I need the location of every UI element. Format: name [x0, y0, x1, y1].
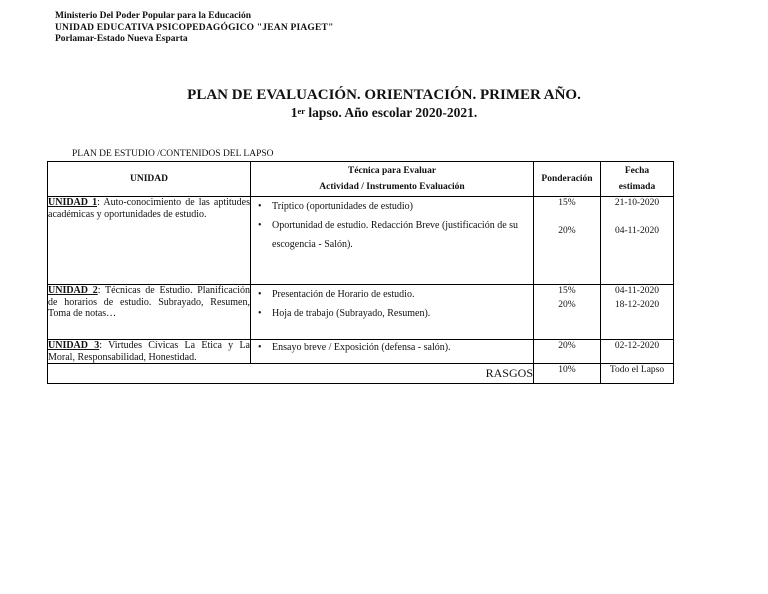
- unit-label: UNIDAD 1: [48, 197, 98, 208]
- date-value: 18-12-2020: [614, 300, 660, 310]
- unit-text: : Auto-conocimiento de las aptitudes académicas y oportunidades de estudio.: [48, 197, 251, 220]
- activities-cell: [251, 340, 534, 364]
- lapso-rest: lapso. Año escolar 2020-2021.: [305, 105, 478, 120]
- school-location: Porlamar-Estado Nueva Esparta: [55, 34, 188, 44]
- unit-label: UNIDAD 3: [48, 340, 100, 351]
- header-fecha: [601, 162, 674, 197]
- header-unidad: UNIDAD: [48, 162, 251, 197]
- activity-text: Hoja de trabajo (Subrayado, Resumen).: [272, 308, 431, 319]
- weight-cell: [534, 197, 601, 285]
- rasgos-row: [48, 364, 674, 384]
- weight-cell: [534, 340, 601, 364]
- header-ponderacion: Ponderación: [534, 162, 601, 197]
- list-item: • Oportunidad de estudio. Redacción Breve (justificación de su escogencia - Salón).: [258, 220, 519, 250]
- date-value: Todo el Lapso: [609, 365, 665, 375]
- weight-value: 15%: [558, 198, 576, 208]
- header-tecnica-line1: Técnica para Evaluar: [347, 166, 437, 176]
- unit-cell: [48, 285, 251, 340]
- date-value: 04-11-2020: [615, 226, 659, 236]
- header-tecnica-line2: Actividad / Instrumento Evaluación: [319, 182, 465, 192]
- table-row: [48, 197, 674, 285]
- weight-value: 20%: [558, 341, 576, 351]
- list-item: • Presentación de Horario de estudio.: [258, 289, 415, 300]
- ministry-name: Ministerio Del Poder Popular para la Educación: [55, 11, 251, 21]
- activities-cell: [251, 285, 534, 340]
- list-item: • Hoja de trabajo (Subrayado, Resumen).: [258, 308, 431, 319]
- weight-value: 10%: [558, 365, 576, 375]
- date-value: 02-12-2020: [614, 341, 660, 351]
- unit-text: : Virtudes Cívicas La Etica y La Moral, Responsabilidad, Honestidad.: [48, 340, 250, 363]
- table-header-row: [48, 162, 674, 197]
- date-value: 21-10-2020: [614, 198, 660, 208]
- title-block: [0, 86, 768, 122]
- lapso-number: 1: [290, 105, 298, 120]
- weight-cell: [534, 285, 601, 340]
- document-header: [55, 11, 334, 46]
- header-tecnica: [251, 162, 534, 197]
- lapso-ordinal: er: [297, 106, 306, 116]
- rasgos-label: RASGOS: [48, 364, 534, 384]
- activity-text: Ensayo breve / Exposición (defensa - salón).: [272, 342, 451, 353]
- unit-cell: [48, 197, 251, 285]
- list-item: • Tríptico (oportunidades de estudio): [258, 201, 414, 212]
- table-row: [48, 285, 674, 340]
- date-cell: [601, 340, 674, 364]
- table-row: [48, 340, 674, 364]
- page-title: PLAN DE EVALUACIÓN. ORIENTACIÓN. PRIMER AÑO.: [187, 87, 581, 103]
- activity-text: Presentación de Horario de estudio.: [272, 289, 415, 300]
- weight-value: 20%: [558, 300, 576, 310]
- unit-cell: [48, 340, 251, 364]
- rasgos-weight: [534, 364, 601, 384]
- list-item: • Ensayo breve / Exposición (defensa - salón).: [258, 342, 451, 353]
- header-fecha-line1: Fecha: [624, 166, 650, 176]
- date-value: 04-11-2020: [615, 286, 659, 296]
- activities-cell: [251, 197, 534, 285]
- school-name: UNIDAD EDUCATIVA PSICOPEDAGÓGICO "JEAN PIAGET": [55, 22, 334, 33]
- activity-text: Oportunidad de estudio. Redacción Breve (justificación de su escogencia - Salón).: [272, 220, 519, 250]
- date-cell: [601, 197, 674, 285]
- evaluation-table: [47, 161, 674, 384]
- header-fecha-line2: estimada: [618, 182, 656, 192]
- page-subtitle: [0, 104, 768, 122]
- weight-value: 20%: [558, 226, 576, 236]
- date-cell: [601, 285, 674, 340]
- unit-text: : Técnicas de Estudio. Planificación de horarios de estudio. Subrayado, Resumen, Toma de notas…: [48, 285, 251, 319]
- section-label: PLAN DE ESTUDIO /CONTENIDOS DEL LAPSO: [72, 149, 274, 159]
- weight-value: 15%: [558, 286, 576, 296]
- rasgos-date: [601, 364, 674, 384]
- activity-text: Tríptico (oportunidades de estudio): [272, 201, 414, 212]
- unit-label: UNIDAD 2: [48, 285, 98, 296]
